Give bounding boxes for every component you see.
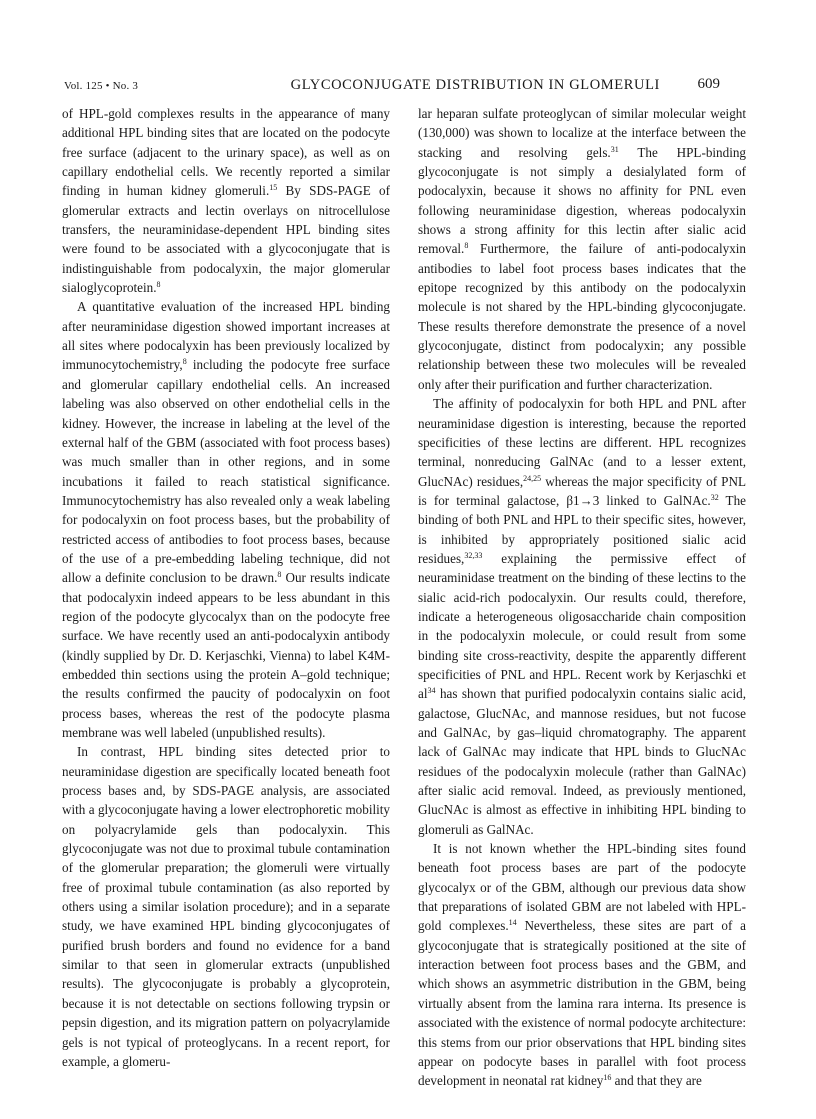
paragraph: of HPL-gold complexes results in the appearance of many additional HPL binding sites that are located on the podocyte free surface (adjacent to the urinary space), as well as on capillary endothelial cells. We recently reported a similar finding in human kidney glomeruli.$^{15}$ By SDS-PAGE of glomerular extracts and lectin overlays on nitrocellulose transfers, the neuraminidase-dependent HPL binding sites were found to be associated with a glycoconjugate that is indistinguishable from podocalyxin, the major glomerular sialoglycoprotein.$^8$ — [62, 106, 390, 296]
reference-marker: 16 — [603, 1073, 612, 1083]
paragraph: A quantitative evaluation of the increased HPL binding after neuraminidase digestion showed important increases at all sites where podocalyxin has been previously localized by immunocytochemistry,$^8$ including the podocyte free surface and glomerular capillary endothelial cells. An increased labeling was also observed on other endothelial cells in the kidney. However, the increase in labeling at the level of the external half of the GBM (associated with foot process bases) was much smaller than in other regions, and in some incubations it failed to reach statistical significance. Immunocytochemistry has also revealed only a weak labeling for podocalyxin on foot process bases, but the probability of restricted access of antibodies to foot process bases, because of the use of a pre-embedding labeling technique, did not allow a definite conclusion to be drawn.$^8$ Our results indicate that podocalyxin indeed appears to be less abundant in this region of the podocyte glycocalyx than on the podocyte free surface. We have recently used an anti-podocalyxin antibody (kindly supplied by Dr. D. Kerjaschki, Vienna) to label K4M-embedded thin sections using the protein A–gold technique; the results confirmed the paucity of podocalyxin on foot process bases, whereas the rest of the podocyte plasma membrane was well labeled (unpublished results). — [62, 299, 390, 740]
reference-marker: 24,25 — [523, 473, 542, 483]
reference-marker: 32 — [710, 492, 719, 502]
paragraph: The affinity of podocalyxin for both HPL and PNL after neuraminidase digestion is interesting, because the reported specificities of these lectins are different. HPL recognizes terminal, nonreducing GalNAc (and to a lesser extent, GlucNAc) residues,$^{24,25}$ whereas the major specificity of PNL is for terminal galactose, β1→3 linked to GalNAc.$^{32}$ The binding of both PNL and HPL to their specific sites, however, is inhibited by appropriately positioned sialic acid residues,$^{32,33}$ explaining the permissive effect of neuraminidase treatment on the binding of these lectins to the sialic acid-rich podocalyxin. Our results could, therefore, indicate a heterogeneous oligosaccharide chain composition in the podocalyxin molecule, or could result from some binding site cross-reactivity, despite the apparently different specificities of PNL and HPL. Recent work by Kerjaschki et $al^{34}$ has shown that purified podocalyxin contains sialic acid, galactose, GlucNAc, and mannose residues, but not fucose and GalNAc, by gas–liquid chromatography. The apparent lack of GalNAc may indicate that HPL binds to GlucNAc residues of the podocalyxin molecule (rather than GalNAc) after sialic acid removal. Indeed, as previously mentioned, GlucNAc is almost as effective in inhibiting HPL binding to glomeruli as GalNAc. — [418, 396, 746, 837]
right-column — [418, 104, 746, 1091]
running-header — [64, 76, 720, 98]
reference-marker: 34 — [427, 686, 436, 696]
page-number: 609 — [697, 76, 720, 92]
reference-marker: 8 — [464, 241, 469, 251]
paragraph: lar heparan sulfate proteoglycan of similar molecular weight (130,000) was shown to localize at the interface between the stacking and resolving gels.$^{31}$ The HPL-binding glycoconjugate is not simply a desialylated form of podocalyxin, because it shows no affinity for PNL even following neuraminidase digestion, whereas podocalyxin shows a strong affinity for this lectin after sialic acid removal.$^8$ Furthermore, the failure of anti-podocalyxin antibodies to label foot process bases indicates that the epitope recognized by this antibody on the podocalyxin molecule is not shared by the HPL-binding glycoconjugate. These results therefore demonstrate the presence of a novel glycoconjugate, distinct from podocalyxin; any possible relationship between these two molecules will be revealed only after their purification and further characterization. — [418, 106, 746, 392]
volume-issue: Vol. 125 • No. 3 — [64, 80, 139, 92]
reference-marker: 8 — [277, 570, 282, 580]
paragraph: In contrast, HPL binding sites detected prior to neuraminidase digestion are specifically located beneath foot process bases and, by SDS-PAGE analysis, are associated with a glycoconjugate having a lower electrophoretic mobility on polyacrylamide gels than podocalyxin. This glycoconjugate was not due to proximal tubule contamination of the glomerular preparation; the glomeruli were virtually free of proximal tubule contamination (as also reported by others using a similar isolation procedure); and in a separate study, we have examined HPL binding glycoconjugates of purified brush borders and found no evidence for a band similar to that seen in glomerular extracts (unpublished results). The glycoconjugate is probably a glycoprotein, because it is not detectable on sections following trypsin or pepsin digestion, and its migration pattern on polyacrylamide gels is not typical of proteoglycans. In a recent report, for example, a glomeru- — [62, 744, 390, 1069]
running-title: GLYCOCONJUGATE DISTRIBUTION IN GLOMERULI — [290, 77, 660, 93]
reference-marker: 32,33 — [464, 550, 483, 560]
reference-marker: 15 — [269, 183, 278, 193]
reference-marker: 31 — [610, 144, 619, 154]
reference-marker: 14 — [508, 918, 517, 928]
reference-marker: 8 — [182, 357, 187, 367]
left-column — [62, 104, 390, 1071]
reference-marker: 8 — [156, 280, 161, 290]
paragraph: It is not known whether the HPL-binding sites found beneath foot process bases are part of the podocyte glycocalyx or of the GBM, although our previous data show that preparations of isolated GBM are not labeled with HPL-gold complexes.$^{14}$ Nevertheless, these sites are part of a glycoconjugate that is strategically positioned at the site of interaction between foot process bases and the GBM, and which shows an asymmetric distribution in the GBM, being virtually absent from the lamina rara interna. Its presence is associated with the existence of normal podocyte architecture: this stems from our prior observations that HPL binding sites appear on podocyte bases in parallel with foot process development in neonatal rat kidney$^{16}$ and that they are — [418, 841, 746, 1089]
